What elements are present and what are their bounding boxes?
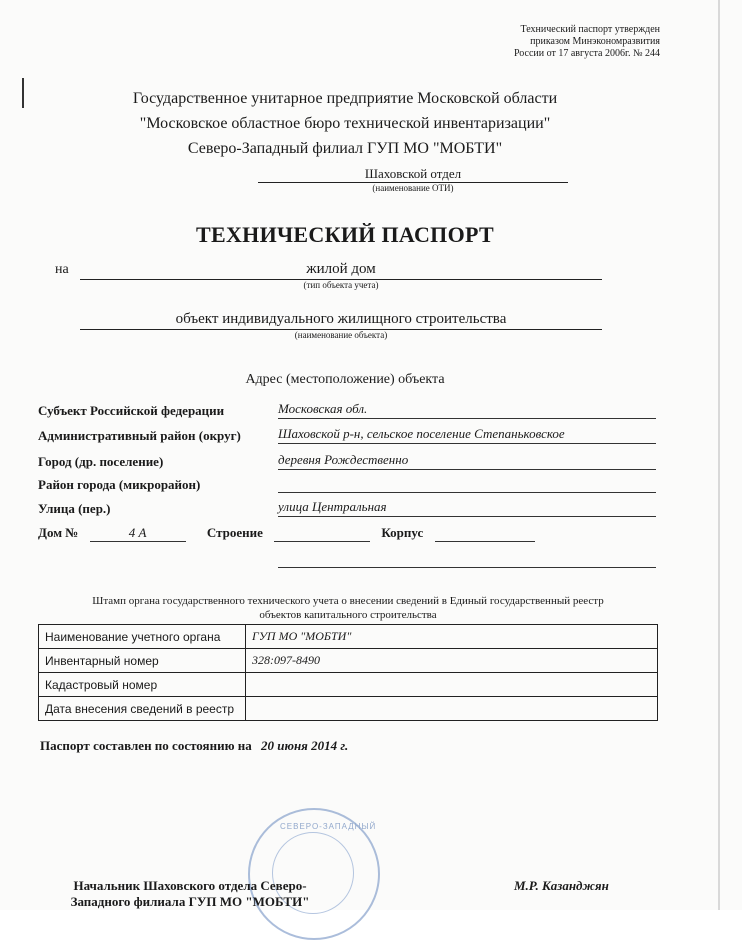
object-type: жилой дом <box>80 260 602 280</box>
stamp-caption <box>38 594 658 622</box>
org-name-line-2: "Московское областное бюро технической инвентаризации" <box>139 115 551 132</box>
as-of-label: Паспорт составлен по состоянию на <box>40 738 252 753</box>
field-label-subject: Субъект Российской федерации <box>38 403 225 418</box>
house-number: 4 А <box>90 525 186 542</box>
field-label-microdistrict: Район города (микрорайон) <box>38 477 201 492</box>
row-label-inventory: Инвентарный номер <box>39 649 246 673</box>
as-of-date: 20 июня 2014 г. <box>261 738 349 753</box>
table-row <box>39 649 658 673</box>
field-label-settlement: Город (др. поселение) <box>38 454 164 469</box>
signatory-title-line-1: Начальник Шаховского отдела Северо- <box>73 878 307 893</box>
registry-table <box>38 624 658 721</box>
row-value-authority: ГУП МО "МОБТИ" <box>246 625 658 649</box>
approval-line-2: приказом Минэкономразвития <box>530 36 660 47</box>
org-branch: Северо-Западный филиал ГУП МО "МОБТИ" <box>187 140 503 157</box>
house-row <box>38 525 535 542</box>
object-type-caption: (тип объекта учета) <box>303 280 379 290</box>
approval-note <box>420 24 660 60</box>
document-title: ТЕХНИЧЕСКИЙ ПАСПОРТ <box>196 222 494 247</box>
table-row <box>39 697 658 721</box>
approval-line-3: России от 17 августа 2006г. № 244 <box>513 48 660 59</box>
signatory-name: М.Р. Казанджян <box>514 878 609 893</box>
field-value-district: Шаховской р-н, сельское поселение Степаньковское <box>278 425 656 444</box>
signatory-title-line-2: Западного филиала ГУП МО "МОБТИ" <box>70 894 310 909</box>
building-value <box>274 526 370 542</box>
stamp-caption-line-1: Штамп органа государственного технического учета о внесении сведений в Единый государственный реестр <box>92 595 604 607</box>
seal-text: СЕВЕРО-ЗАПАДНЫЙ <box>280 822 377 831</box>
object-prefix: на <box>55 262 69 277</box>
row-label-authority: Наименование учетного органа <box>39 625 246 649</box>
object-type-block <box>80 260 602 290</box>
table-row <box>39 625 658 649</box>
row-value-registry-date <box>246 697 658 721</box>
department-block <box>258 166 568 193</box>
department-caption: (наименование ОТИ) <box>372 183 454 193</box>
row-label-cadastral: Кадастровый номер <box>39 673 246 697</box>
address-heading: Адрес (местоположение) объекта <box>245 372 445 387</box>
approval-line-1: Технический паспорт утвержден <box>520 24 660 35</box>
field-value-subject: Московская обл. <box>278 400 656 419</box>
stamp-caption-line-2: объектов капитального строительства <box>259 609 437 621</box>
field-value-microdistrict <box>278 474 656 493</box>
row-label-registry-date: Дата внесения сведений в реестр <box>39 697 246 721</box>
page-edge <box>718 0 720 910</box>
extra-address-line <box>278 567 656 568</box>
object-name-block <box>80 310 602 340</box>
as-of-statement <box>40 738 348 754</box>
korpus-label: Корпус <box>381 525 424 540</box>
object-name-caption: (наименование объекта) <box>294 330 388 340</box>
field-label-street: Улица (пер.) <box>38 501 111 516</box>
row-value-cadastral <box>246 673 658 697</box>
org-name-line-1: Государственное унитарное предприятие Московской области <box>132 90 558 107</box>
object-name: объект индивидуального жилищного строительства <box>80 310 602 330</box>
field-value-settlement: деревня Рождественно <box>278 451 656 470</box>
signatory-title <box>40 878 340 910</box>
korpus-value <box>435 526 535 542</box>
field-value-street: улица Центральная <box>278 498 656 517</box>
field-label-district: Административный район (округ) <box>38 428 241 443</box>
building-label: Строение <box>206 525 263 540</box>
table-row <box>39 673 658 697</box>
department-name: Шаховской отдел <box>258 166 568 183</box>
house-label: Дом № <box>38 525 79 540</box>
row-value-inventory: 328:097-8490 <box>246 649 658 673</box>
official-seal <box>248 808 380 940</box>
